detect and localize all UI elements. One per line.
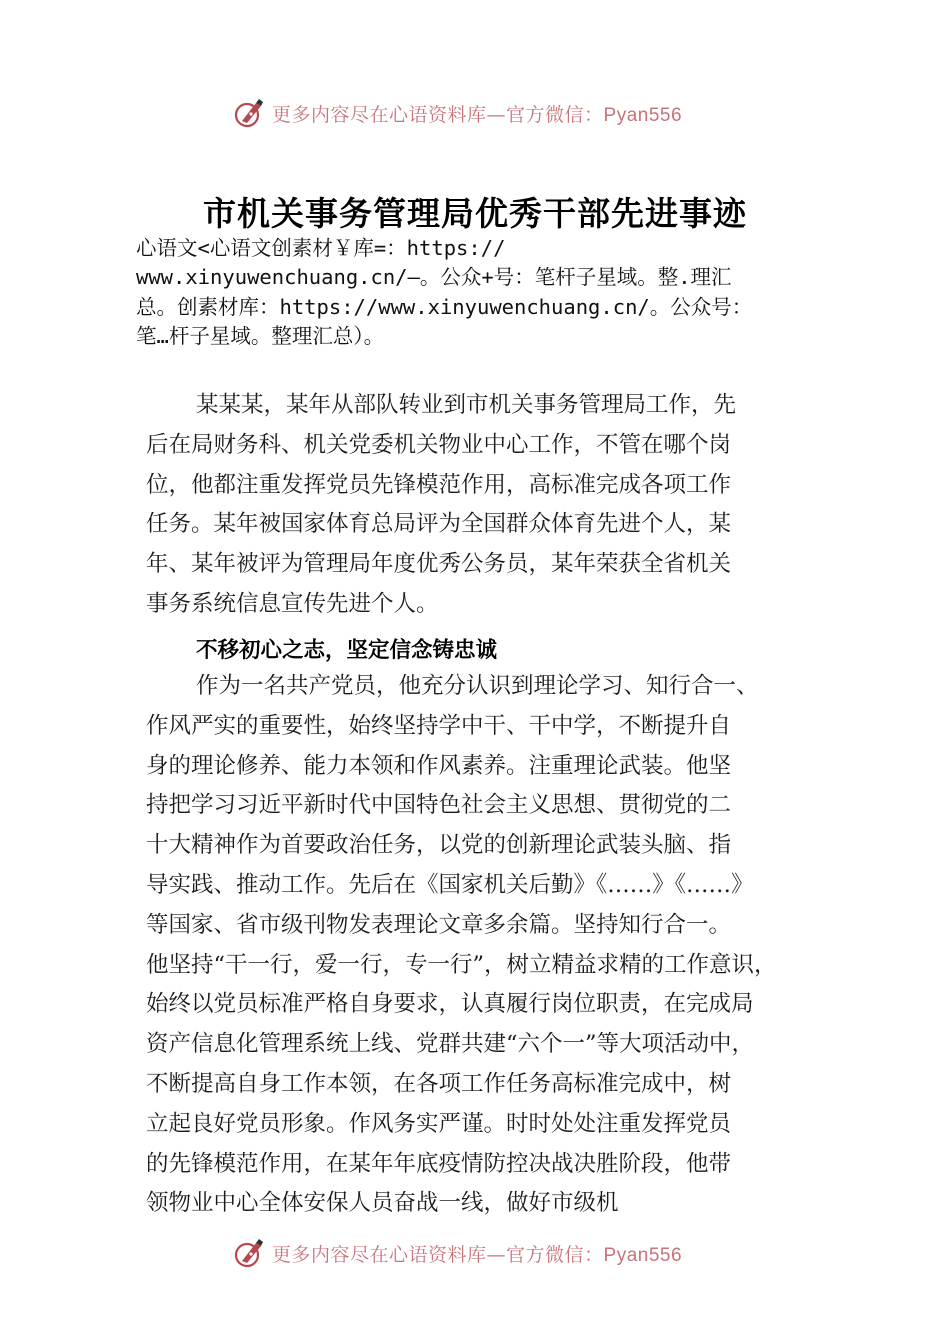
pen-nib-logo-icon xyxy=(232,1236,266,1270)
text-line: 不断提高自身工作本领，在各项工作任务高标准完成中，树 xyxy=(146,1070,732,1097)
banner-text: 更多内容尽在心语资料库—官方微信：Pyan556 xyxy=(272,103,683,126)
text-line: 持把学习习近平新时代中国特色社会主义思想、贯彻党的二 xyxy=(146,792,732,819)
pen-nib-logo-icon xyxy=(232,96,266,130)
text-line: 他坚持“干一行，爱一行，专一行”，树立精益求精的工作意识， xyxy=(146,951,777,978)
source-note xyxy=(136,234,826,351)
paragraph-intro xyxy=(146,386,846,625)
text-line: 资产信息化管理系统上线、党群共建“六个一”等大项活动中， xyxy=(146,1031,755,1058)
section-heading: 不移初心之志，坚定信念铸忠诚 xyxy=(196,638,498,663)
header-banner xyxy=(232,95,752,131)
wechat-id: Pyan556 xyxy=(603,104,683,126)
text-line: 事务系统信息宣传先进个人。 xyxy=(146,590,439,617)
paragraph-section xyxy=(146,667,846,1224)
text-line: 始终以党员标准严格自身要求，认真履行岗位职责，在完成局 xyxy=(146,991,754,1018)
text-line: 后在局财务科、机关党委机关物业中心工作，不管在哪个岗 xyxy=(146,431,732,458)
text-line: 任务。某年被国家体育总局评为全国群众体育先进个人，某 xyxy=(146,511,732,538)
text-line: 立起良好党员形象。作风务实严谨。时时处处注重发挥党员 xyxy=(146,1110,732,1137)
text-line: 作为一名共产党员，他充分认识到理论学习、知行合一、 xyxy=(196,673,759,699)
source-line: 总。创素材库：https://www.xinyuwenchuang.cn/。公众号： xyxy=(136,294,753,319)
text-line: 年、某年被评为管理局年度优秀公务员，某年荣获全省机关 xyxy=(146,551,732,578)
text-line: 领物业中心全体安保人员奋战一线，做好市级机 xyxy=(146,1190,619,1217)
text-line: 等国家、省市级刊物发表理论文章多余篇。坚持知行合一。 xyxy=(146,911,732,938)
source-line: 心语文<心语文创素材￥库=：https:// xyxy=(136,236,506,260)
source-line: www.xinyuwenchuang.cn/—。公众+号：笔杆子星域。整.理汇 xyxy=(136,265,732,290)
text-line: 导实践、推动工作。先后在《国家机关后勤》《……》《……》 xyxy=(146,871,754,898)
text-line: 位，他都注重发挥党员先锋模范作用，高标准完成各项工作 xyxy=(146,471,732,498)
text-line: 某某某，某年从部队转业到市机关事务管理局工作，先 xyxy=(196,392,737,418)
text-line: 十大精神作为首要政治任务，以党的创新理论武装头脑、指 xyxy=(146,832,732,859)
text-line: 的先锋模范作用，在某年年底疫情防控决战决胜阶段，他带 xyxy=(146,1150,732,1177)
wechat-id: Pyan556 xyxy=(603,1244,683,1266)
footer-banner xyxy=(232,1235,752,1271)
document-title: 市机关事务管理局优秀干部先进事迹 xyxy=(203,194,747,233)
banner-text: 更多内容尽在心语资料库—官方微信：Pyan556 xyxy=(272,1243,683,1266)
text-line: 身的理论修养、能力本领和作风素养。注重理论武装。他坚 xyxy=(146,752,732,779)
text-line: 作风严实的重要性，始终坚持学中干、干中学，不断提升自 xyxy=(146,712,732,739)
source-line: 笔…杆子星域。整理汇总）。 xyxy=(136,323,385,348)
